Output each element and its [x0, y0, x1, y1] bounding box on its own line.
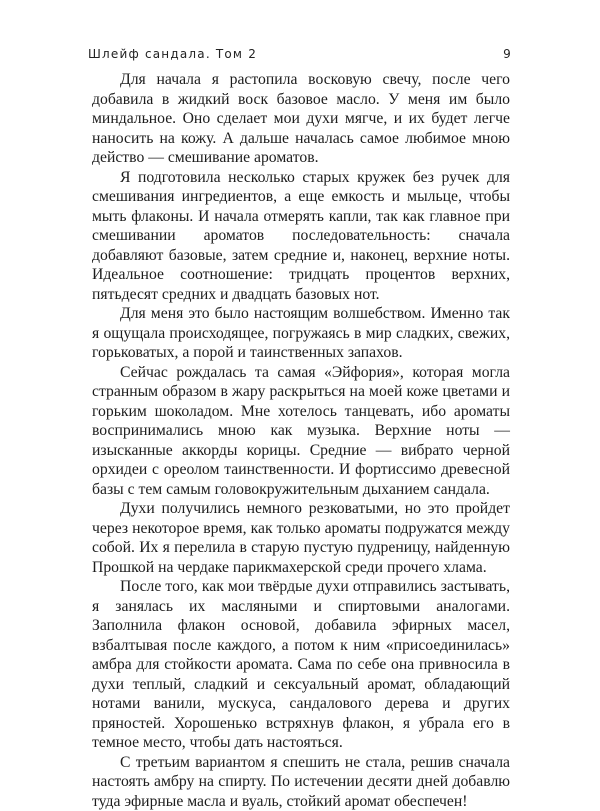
running-header [88, 47, 512, 67]
paragraph-3: Для меня это было настоящим волшебством. Именно так я ощущала происходящее, погружаясь в мир сладких, свежих, горьковатых, а порой и таинственных запахов. [92, 304, 510, 363]
paragraph-5: Духи получились немного резковатыми, но это пройдет через некоторое время, как только ароматы подружатся между собой. Их я перелила в старую пустую пудреницу, найденную Прошкой на чердаке парикмахерской среди прочего хлама. [92, 499, 510, 577]
paragraph-6: После того, как мои твёрдые духи отправились застывать, я занялась их масляными и спиртовыми аналогами. Заполнила флакон основой, добавила эфирных масел, взбалтывая после каждого, а потом к ним «присоединилась» амбра для стойкости аромата. Сама по себе она привносила в духи теплый, сладкий и сексуальный аромат, обладающий нотами ванили, мускуса, сандалового дерева и других пряностей. Хорошенько встряхнув флакон, я убрала его в темное место, чтобы дать настояться. [92, 577, 510, 753]
paragraph-1: Для начала я растопила восковую свечу, после чего добавила в жидкий воск базовое масло. У меня им было миндальное. Оно сделает мои духи мягче, и их будет легче наносить на кожу. А дальше началась самое любимое мною действо — смешивание ароматов. [92, 70, 510, 168]
page-body [92, 70, 510, 811]
paragraph-2: Я подготовила несколько старых кружек без ручек для смешивания ингредиентов, а еще емкость и мыльце, чтобы мыть флаконы. И начала отмерять капли, так как главное при смешивании ароматов последовательность: сначала добавляют базовые, затем средние и, наконец, верхние ноты. Идеальное соотношение: тридцать процентов верхних, пятьдесят средних и двадцать базовых нот. [92, 168, 510, 305]
page-number: 9 [503, 47, 512, 61]
paragraph-7: С третьим вариантом я спешить не стала, решив сначала настоять амбру на спирту. По истечении десяти дней добавлю туда эфирные масла и вуаль, стойкий аромат обеспечен! [92, 753, 510, 811]
paragraph-4: Сейчас рождалась та самая «Эйфория», которая могла странным образом в жару раскрыться на моей коже цветами и горьким шоколадом. Мне хотелось танцевать, ибо ароматы воспринимались мною как музыка. Верхние ноты — изысканные аккорды корицы. Средние — вибрато черной орхидеи с ореолом таинственности. И фортиссимо древесной базы с тем самым головокружительным дыханием сандала. [92, 363, 510, 500]
running-title: Шлейф сандала. Том 2 [88, 47, 257, 61]
